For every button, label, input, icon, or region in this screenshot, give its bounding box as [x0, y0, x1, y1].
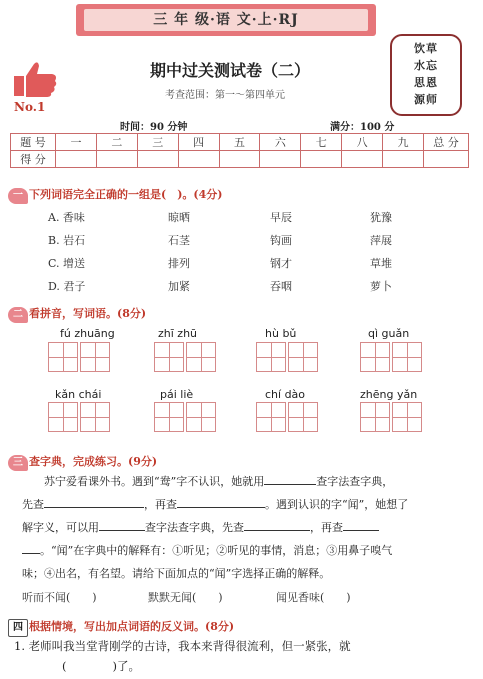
pinyin-label: zhī zhū [158, 327, 198, 340]
score-cell[interactable] [219, 151, 260, 168]
tianzige-box[interactable] [154, 402, 184, 432]
score-head-cell: 四 [178, 134, 219, 151]
option-a-word1: A. 香味 [48, 211, 85, 224]
score-row-label: 得 分 [11, 151, 56, 168]
option-d-word4: 萝卜 [370, 280, 392, 293]
s3-text: 查字法查字典， [316, 475, 394, 488]
tianzige-box[interactable] [360, 402, 390, 432]
tianzige-box[interactable] [80, 342, 110, 372]
score-head-cell: 七 [301, 134, 342, 151]
pinyin-label: hù bǔ [265, 327, 297, 340]
option-a-word2: 晾晒 [168, 211, 190, 224]
s3-line-5 [22, 562, 330, 585]
choice-2: 默默无闻( ) [148, 591, 223, 604]
time-limit [120, 118, 187, 133]
page-title: 期中过关测试卷（二） [150, 61, 311, 80]
option-b-word1: B. 岩石 [48, 234, 86, 247]
pinyin-label: pái liè [160, 388, 194, 401]
option-d-word1: D. 君子 [48, 280, 86, 293]
s3-text: 先查 [22, 498, 44, 511]
score-table-score-row [11, 151, 469, 168]
score-cell[interactable] [96, 151, 137, 168]
tianzige-box[interactable] [288, 342, 318, 372]
tianzige-box[interactable] [360, 342, 390, 372]
exam-scope: 考查范围：第一～第四单元 [165, 90, 285, 101]
s4-question-1-blank: ( )了。 [62, 659, 140, 673]
tianzige-box[interactable] [154, 342, 184, 372]
option-b-word3: 钩画 [270, 234, 292, 247]
s3-line-1 [22, 470, 393, 493]
s3-line-3 [22, 516, 379, 539]
s3-line-2 [22, 493, 408, 516]
answer-blank[interactable] [22, 553, 40, 554]
s3-text: 味；④出名，有名望。请给下面加点的“闻”字选择正确的解释。 [22, 567, 331, 580]
section-2-heading [8, 305, 146, 323]
seal-line: 饮草 [414, 42, 438, 55]
s3-text: ，再查 [310, 521, 343, 534]
pinyin-label: qì guǎn [368, 327, 410, 340]
time-label: 时间： [120, 122, 150, 133]
answer-blank[interactable] [343, 530, 379, 531]
score-head-cell: 五 [219, 134, 260, 151]
s3-text: 解字义，可以用 [22, 521, 99, 534]
score-cell[interactable] [56, 151, 97, 168]
answer-blank[interactable] [264, 484, 316, 485]
section-4-badge: 四 [8, 619, 28, 637]
seal-line: 水忘 [414, 59, 438, 72]
section-1-title: 下列词语完全正确的一组是( )。(4分) [29, 188, 223, 201]
score-head-cell: 一 [56, 134, 97, 151]
answer-blank[interactable] [244, 530, 310, 531]
option-a-word4: 犹豫 [370, 211, 392, 224]
option-c-word1: C. 增送 [48, 257, 86, 270]
score-head-cell: 三 [137, 134, 178, 151]
answer-blank[interactable] [99, 530, 145, 531]
section-3-heading [8, 453, 157, 471]
s3-line-4 [22, 539, 392, 562]
tianzige-box[interactable] [288, 402, 318, 432]
score-head-cell: 六 [260, 134, 301, 151]
time-value: 90 分钟 [150, 122, 188, 133]
section-1-heading [8, 186, 222, 204]
tianzige-box[interactable] [48, 402, 78, 432]
answer-blank[interactable] [44, 507, 144, 508]
section-3-badge: 三 [8, 455, 28, 471]
tianzige-box[interactable] [48, 342, 78, 372]
score-cell[interactable] [383, 151, 424, 168]
score-head-cell: 二 [96, 134, 137, 151]
grade-banner [76, 4, 376, 36]
tianzige-box[interactable] [186, 342, 216, 372]
section-3-title: 查字典，完成练习。(9分) [29, 455, 158, 468]
score-head-cell: 题 号 [11, 134, 56, 151]
s3-text: 苏宁爱看课外书。遇到“鸯”字不认识，她就用 [44, 475, 265, 488]
score-cell[interactable] [342, 151, 383, 168]
choice-3: 闻见香味( ) [276, 591, 351, 604]
choice-1: 听而不闻( ) [22, 591, 97, 604]
tianzige-box[interactable] [392, 402, 422, 432]
score-cell[interactable] [260, 151, 301, 168]
s3-text: 查字法查字典，先查 [145, 521, 244, 534]
score-cell[interactable] [137, 151, 178, 168]
score-table [10, 133, 469, 168]
s4-question-1: 1. 老师叫我当堂背刚学的古诗，我本来背得很流利，但一紧张，就 [14, 639, 351, 653]
pinyin-label: zhēng yǎn [360, 388, 418, 401]
score-cell[interactable] [424, 151, 469, 168]
score-head-cell: 总 分 [424, 134, 469, 151]
pinyin-label: fú zhuāng [60, 327, 115, 340]
tianzige-box[interactable] [256, 402, 286, 432]
full-score [330, 118, 394, 133]
thumbs-up-icon [8, 60, 60, 98]
answer-blank[interactable] [177, 507, 265, 508]
s3-text: ，再查 [144, 498, 177, 511]
seal-line: 源师 [414, 93, 438, 106]
tianzige-box[interactable] [256, 342, 286, 372]
section-2-title: 看拼音，写词语。(8分) [29, 307, 147, 320]
option-c-word4: 草堆 [370, 257, 392, 270]
tianzige-box[interactable] [80, 402, 110, 432]
score-cell[interactable] [301, 151, 342, 168]
section-2-badge: 二 [8, 307, 28, 323]
tianzige-box[interactable] [392, 342, 422, 372]
option-a-word3: 早辰 [270, 211, 292, 224]
score-cell[interactable] [178, 151, 219, 168]
s3-text: 。遇到认识的字“闻”，她想了 [265, 498, 409, 511]
option-b-word4: 萍展 [370, 234, 392, 247]
section-1-badge: 一 [8, 188, 28, 204]
s3-text: 。“闻”在字典中的解释有：①听见；②听见的事情，消息；③用鼻子嗅气 [40, 544, 393, 557]
option-b-word2: 石茎 [168, 234, 190, 247]
option-c-word3: 钢才 [270, 257, 292, 270]
score-head-cell: 八 [342, 134, 383, 151]
score-table-head-row [11, 134, 469, 151]
full-score-label: 满分： [330, 122, 360, 133]
pinyin-label: chí dào [265, 388, 306, 401]
option-d-word3: 吞咽 [270, 280, 292, 293]
tianzige-box[interactable] [186, 402, 216, 432]
score-head-cell: 九 [383, 134, 424, 151]
seal-line: 思恩 [414, 76, 438, 89]
pinyin-label: kǎn chái [55, 388, 102, 401]
section-4-title: 根据情境，写出加点词语的反义词。(8分) [29, 620, 235, 633]
option-d-word2: 加紧 [168, 280, 190, 293]
page-number-label: No.1 [14, 100, 46, 114]
full-score-value: 100 分 [360, 122, 395, 133]
motto-seal [390, 34, 462, 116]
grade-banner-text: 三 年 级·语 文·上·RJ [84, 9, 368, 31]
option-c-word2: 排列 [168, 257, 190, 270]
